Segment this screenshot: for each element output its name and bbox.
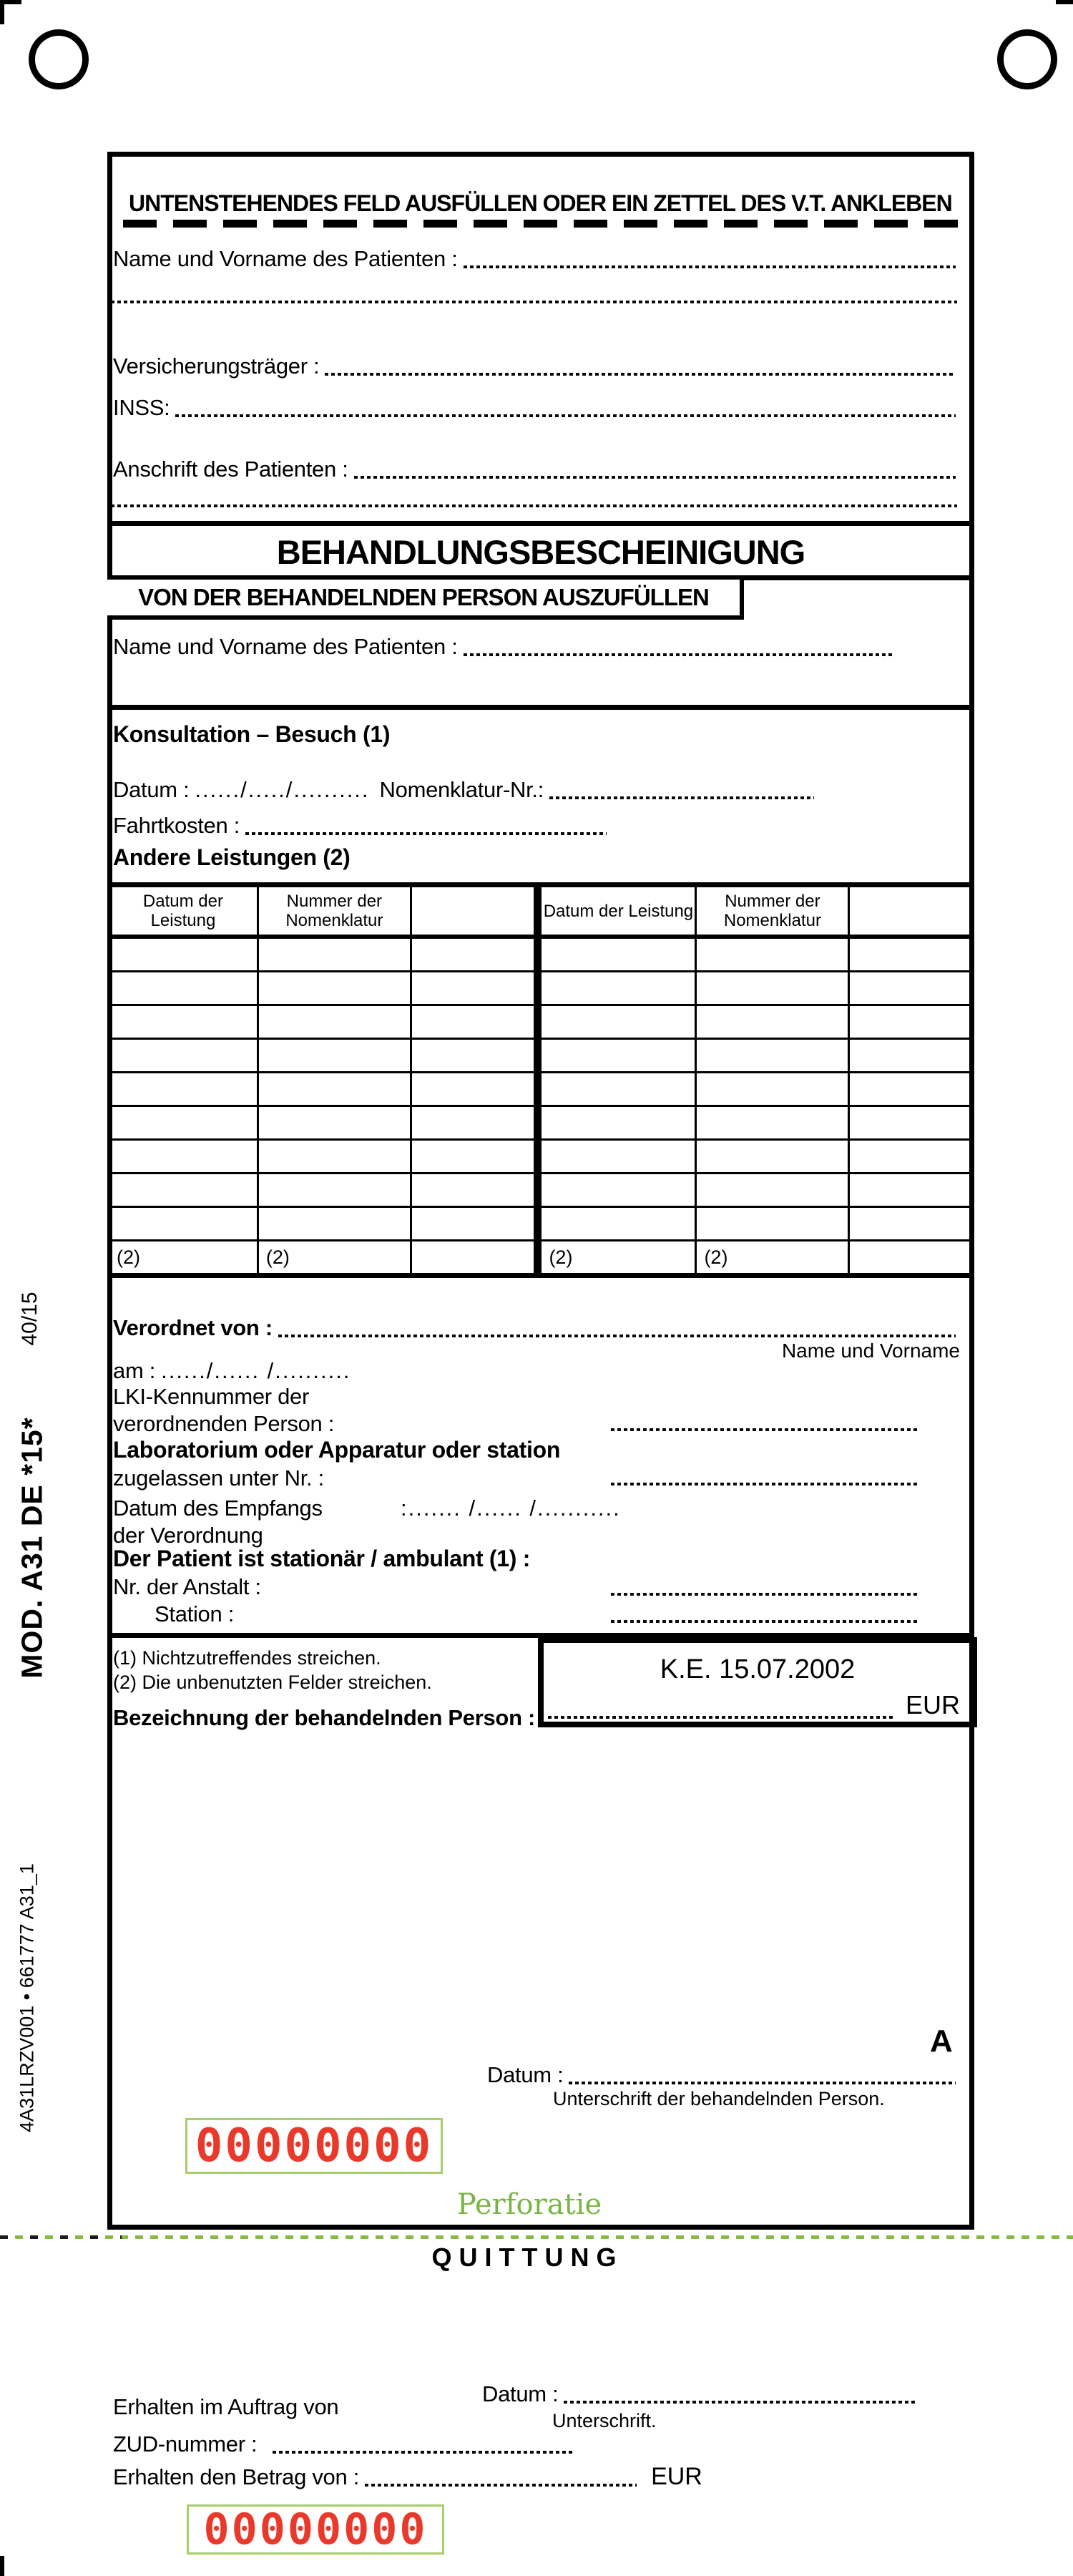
margin-print-code: 4A31LRZV001 • 661777 A31_1 bbox=[16, 1863, 38, 2132]
insurer-label: Versicherungsträger : bbox=[113, 353, 320, 379]
signature-date-row bbox=[487, 2062, 956, 2088]
cell[interactable] bbox=[109, 1140, 258, 1174]
insurer-row bbox=[113, 353, 956, 379]
serial-number-digits: 00000000 bbox=[195, 2119, 433, 2172]
cell[interactable] bbox=[258, 1207, 411, 1241]
prescribed-on-label: am : bbox=[113, 1358, 156, 1383]
amount-received-label: Erhalten den Betrag von : bbox=[113, 2464, 360, 2490]
inss-row bbox=[113, 395, 956, 421]
patient-name2-row bbox=[113, 634, 956, 660]
receipt-date-row bbox=[482, 2381, 918, 2407]
patient-name-field-2[interactable] bbox=[111, 301, 957, 303]
unused-marker: (2) bbox=[258, 1241, 411, 1276]
cell[interactable] bbox=[411, 1174, 538, 1207]
perforation-label: Perforatie bbox=[456, 2188, 602, 2221]
inss-label: INSS: bbox=[113, 395, 170, 420]
fill-by-box bbox=[107, 575, 744, 620]
patient-status-label: Der Patient ist stationär / ambulant (1) : bbox=[113, 1546, 531, 1571]
cell[interactable] bbox=[696, 1073, 849, 1106]
form-title: BEHANDLUNGSBESCHEINIGUNG bbox=[276, 533, 805, 571]
cell[interactable] bbox=[849, 1241, 974, 1276]
cell[interactable] bbox=[849, 1005, 974, 1039]
service-row bbox=[109, 1106, 974, 1140]
cell[interactable] bbox=[849, 972, 974, 1005]
footnote-2: (2) Die unbenutzten Felder streichen. bbox=[113, 1672, 432, 1693]
lki-field[interactable] bbox=[611, 1428, 920, 1431]
cell[interactable] bbox=[109, 972, 258, 1005]
cell[interactable] bbox=[538, 1039, 696, 1073]
cell[interactable] bbox=[696, 1207, 849, 1241]
cell[interactable] bbox=[849, 937, 974, 972]
nomenclature-field[interactable] bbox=[549, 796, 814, 799]
cell[interactable] bbox=[258, 972, 411, 1005]
cell[interactable] bbox=[849, 1073, 974, 1106]
cell[interactable] bbox=[696, 1174, 849, 1207]
services-table bbox=[107, 882, 974, 1278]
patient-name-field[interactable] bbox=[464, 265, 956, 268]
patient-name-label: Name und Vorname des Patienten : bbox=[113, 246, 458, 271]
crop-mark-bottom-right bbox=[1056, 2556, 1073, 2576]
crop-mark-top-right bbox=[1056, 0, 1073, 24]
cell[interactable] bbox=[109, 1174, 258, 1207]
receipt-title: QUITTUNG bbox=[431, 2243, 624, 2272]
lki-line2: verordnenden Person : bbox=[113, 1411, 335, 1436]
patient-name2-label: Name und Vorname des Patienten : bbox=[113, 634, 458, 659]
cell[interactable] bbox=[411, 1241, 538, 1276]
cell[interactable] bbox=[849, 1106, 974, 1140]
cell[interactable] bbox=[696, 972, 849, 1005]
unused-marker: (2) bbox=[109, 1241, 258, 1276]
receipt-date-label: Datum : bbox=[482, 2381, 559, 2406]
cell[interactable] bbox=[109, 1005, 258, 1039]
cell[interactable] bbox=[538, 972, 696, 1005]
cell[interactable] bbox=[109, 1106, 258, 1140]
cell[interactable] bbox=[258, 1073, 411, 1106]
copy-letter: A bbox=[930, 2024, 953, 2059]
receipt-date-field[interactable]: :....... /...... /........... bbox=[401, 1496, 621, 1521]
cell[interactable] bbox=[258, 937, 411, 972]
lab-field[interactable] bbox=[611, 1483, 920, 1485]
cell[interactable] bbox=[258, 1140, 411, 1174]
receipt-serial-box bbox=[187, 2504, 444, 2555]
margin-model-code: MOD. A31 DE *15* bbox=[15, 1417, 49, 1679]
col-header-blank-left bbox=[411, 885, 538, 937]
service-row bbox=[109, 937, 974, 972]
royal-decree-box bbox=[538, 1637, 977, 1727]
address-field-2[interactable] bbox=[111, 504, 957, 507]
cell[interactable] bbox=[258, 1174, 411, 1207]
consult-date-field[interactable]: ....../...../.......... bbox=[195, 777, 370, 802]
unused-marker: (2) bbox=[538, 1241, 696, 1276]
cell[interactable] bbox=[109, 1073, 258, 1106]
cell[interactable] bbox=[109, 1207, 258, 1241]
cell[interactable] bbox=[696, 1039, 849, 1073]
unused-marker: (2) bbox=[696, 1241, 849, 1276]
amount-received-row bbox=[113, 2464, 702, 2490]
prescribed-on-row bbox=[113, 1358, 351, 1384]
other-services-heading: Andere Leistungen (2) bbox=[113, 844, 351, 870]
lab-line1: Laboratorium oder Apparatur oder station bbox=[113, 1437, 561, 1463]
prescribed-by-label: Verordnet von : bbox=[113, 1315, 273, 1340]
cell[interactable] bbox=[538, 1106, 696, 1140]
address-field[interactable] bbox=[354, 476, 956, 479]
cell[interactable] bbox=[538, 1207, 696, 1241]
prescribed-by-row bbox=[113, 1315, 956, 1341]
receipt-signature-hint: Unterschrift. bbox=[552, 2410, 657, 2431]
crop-mark-top-left bbox=[0, 0, 21, 24]
cell[interactable] bbox=[538, 1140, 696, 1174]
service-row bbox=[109, 1140, 974, 1174]
travel-cost-row bbox=[113, 813, 607, 839]
cell[interactable] bbox=[411, 1140, 538, 1174]
lki-line1: LKI-Kennummer der bbox=[113, 1384, 310, 1409]
divider-consult-top bbox=[107, 705, 974, 710]
service-row bbox=[109, 972, 974, 1005]
cell[interactable] bbox=[849, 1140, 974, 1174]
col-header-number-right: Nummer der Nomenklatur bbox=[696, 885, 849, 937]
amount-received-field[interactable] bbox=[365, 2484, 637, 2487]
cell[interactable] bbox=[849, 1207, 974, 1241]
punch-hole-right bbox=[997, 29, 1057, 89]
signature-date-field[interactable] bbox=[569, 2082, 956, 2084]
fill-by-label: VON DER BEHANDELNDEN PERSON AUSZUFÜLLEN bbox=[138, 584, 709, 610]
zud-row bbox=[113, 2431, 573, 2457]
cell[interactable] bbox=[696, 1005, 849, 1039]
col-header-number-left: Nummer der Nomenklatur bbox=[258, 885, 411, 937]
cell[interactable] bbox=[696, 937, 849, 972]
cell[interactable] bbox=[538, 937, 696, 972]
service-row bbox=[109, 1005, 974, 1039]
service-row bbox=[109, 1039, 974, 1073]
cell[interactable] bbox=[538, 1005, 696, 1039]
cell[interactable] bbox=[538, 1174, 696, 1207]
patient-name-row bbox=[113, 246, 956, 272]
consult-heading: Konsultation – Besuch (1) bbox=[113, 721, 391, 747]
prescribed-by-field[interactable] bbox=[278, 1335, 956, 1337]
travel-cost-field[interactable] bbox=[245, 832, 607, 835]
institution-field[interactable] bbox=[611, 1593, 920, 1596]
currency-label: EUR bbox=[905, 1690, 960, 1719]
divider-title-top bbox=[107, 521, 974, 526]
cell[interactable] bbox=[411, 1106, 538, 1140]
cell[interactable] bbox=[849, 1039, 974, 1073]
receipt-serial-digits: 00000000 bbox=[203, 2504, 428, 2555]
cell[interactable] bbox=[411, 1073, 538, 1106]
cell[interactable] bbox=[258, 1005, 411, 1039]
cell[interactable] bbox=[411, 937, 538, 972]
punch-hole-left bbox=[29, 29, 89, 89]
cell[interactable] bbox=[411, 1005, 538, 1039]
signature-date-label: Datum : bbox=[487, 2062, 564, 2087]
address-label: Anschrift des Patienten : bbox=[113, 457, 348, 482]
received-by-label: Erhalten im Auftrag von bbox=[113, 2394, 339, 2419]
cell[interactable] bbox=[696, 1106, 849, 1140]
col-header-date-right: Datum der Leistung bbox=[538, 885, 696, 937]
amount-field[interactable] bbox=[548, 1716, 896, 1719]
col-header-blank-right bbox=[849, 885, 974, 937]
lab-line2: zugelassen unter Nr. : bbox=[113, 1465, 324, 1491]
col-header-date-left: Datum der Leistung bbox=[109, 885, 258, 937]
cell[interactable] bbox=[109, 937, 258, 972]
insurer-field[interactable] bbox=[325, 373, 956, 376]
margin-counter: 40/15 bbox=[18, 1292, 41, 1346]
consult-date-row bbox=[113, 777, 814, 803]
cell[interactable] bbox=[411, 972, 538, 1005]
cell[interactable] bbox=[109, 1039, 258, 1073]
name-hint: Name und Vorname bbox=[781, 1340, 960, 1362]
service-row bbox=[109, 1073, 974, 1106]
attach-instruction: UNTENSTEHENDES FELD AUSFÜLLEN ODER EIN ZETTEL DES V.T. ANKLEBEN bbox=[129, 190, 952, 216]
services-header-row bbox=[109, 885, 974, 937]
receipt-date-line1: Datum des Empfangs bbox=[113, 1496, 323, 1521]
unused-marker-row bbox=[109, 1241, 974, 1276]
prescribed-on-field[interactable]: ....../...... /.......... bbox=[161, 1358, 351, 1383]
cell[interactable] bbox=[696, 1140, 849, 1174]
serial-number-box bbox=[185, 2118, 443, 2174]
nomenclature-label: Nomenklatur-Nr.: bbox=[379, 777, 544, 802]
receipt-date-field[interactable] bbox=[564, 2401, 918, 2404]
cell[interactable] bbox=[411, 1207, 538, 1241]
zud-label: ZUD-nummer : bbox=[113, 2431, 258, 2457]
cell[interactable] bbox=[258, 1106, 411, 1140]
patient-name2-field[interactable] bbox=[464, 653, 893, 656]
signature-hint: Unterschrift der behandelnden Person. bbox=[553, 2088, 885, 2109]
zud-field[interactable] bbox=[273, 2451, 573, 2454]
address-row bbox=[113, 457, 956, 482]
receipt-currency-label: EUR bbox=[651, 2463, 702, 2490]
perforation-line bbox=[0, 2235, 1073, 2239]
attach-instruction-underline bbox=[123, 220, 959, 228]
perforation-line-left bbox=[0, 2235, 122, 2239]
ward-field[interactable] bbox=[611, 1620, 920, 1623]
receipt-date-line2: der Verordnung bbox=[113, 1523, 263, 1548]
practitioner-designation-label: Bezeichnung der behandelnden Person : bbox=[113, 1705, 536, 1730]
institution-label: Nr. der Anstalt : bbox=[113, 1574, 261, 1599]
cell[interactable] bbox=[538, 1073, 696, 1106]
ward-label: Station : bbox=[155, 1601, 235, 1626]
cell[interactable] bbox=[258, 1039, 411, 1073]
cell[interactable] bbox=[411, 1039, 538, 1073]
footnote-1: (1) Nichtzutreffendes streichen. bbox=[113, 1647, 381, 1669]
service-row bbox=[109, 1174, 974, 1207]
inss-field[interactable] bbox=[175, 414, 956, 417]
travel-cost-label: Fahrtkosten : bbox=[113, 813, 240, 838]
royal-decree-label: K.E. 15.07.2002 bbox=[660, 1654, 856, 1684]
service-row bbox=[109, 1207, 974, 1241]
crop-mark-bottom-left bbox=[0, 2556, 21, 2576]
consult-date-label: Datum : bbox=[113, 777, 190, 802]
cell[interactable] bbox=[849, 1174, 974, 1207]
